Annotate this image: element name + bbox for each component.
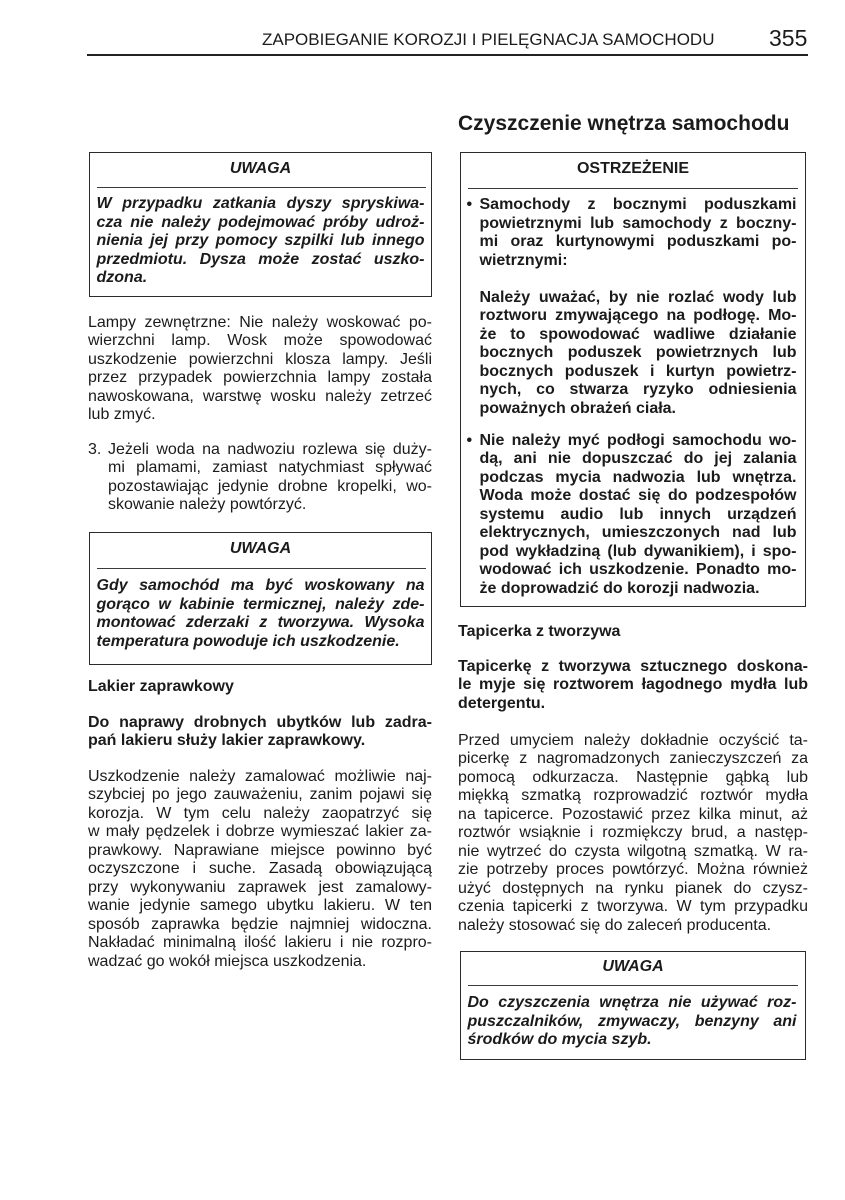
text-line: Przed umyciem należy dokładnie oczyścić ta- [458, 731, 808, 749]
text-line: W przypadku zatkania dyszy spryskiwa- [96, 195, 425, 213]
text-line: powietrznymi lub samochody z boczny- [479, 214, 797, 232]
text-line: picerkę z nagromadzonych zanieczyszczeń za [458, 750, 808, 768]
text-line: wierzchni lamp. Wosk może spowodować [88, 332, 432, 350]
text-line: Uszkodzenie należy zamalować możliwie naj- [88, 767, 432, 785]
caution-divider [468, 985, 798, 986]
text-line: sposób zaprawka będzie najmniej widoczna. [88, 915, 432, 933]
text-line: elektrycznych, umieszczonych nad lub [479, 524, 797, 542]
text-line: Jeżeli woda na nadwoziu rozlewa się duży- [108, 440, 432, 458]
text-line: pod wykładziną (lub dywanikiem), i spo- [479, 542, 797, 560]
text-line: podczas mycia nadwozia lub wnętrza. [479, 468, 797, 486]
text-line: Należy uważać, by nie rozlać wody lub [479, 288, 797, 306]
text-line: wadzać go wokół miejsca uszkodzenia. [88, 952, 367, 970]
paragraph-upholstery-body [458, 732, 808, 936]
paragraph-exterior-lamps [88, 314, 432, 425]
bullet-icon: • [466, 196, 473, 214]
text-line: w mały pędzelek i dobrze wymieszać lakier za- [88, 823, 432, 841]
text-line: dą, ani nie dopuszczać do jej zalania [479, 450, 797, 468]
text-line: pomocą odkurzacza. Następnie gąbką lub [458, 768, 808, 786]
paragraph-upholstery-intro [458, 658, 808, 714]
text-line: zie potrzeby proces powtórzyć. Można również [458, 861, 808, 879]
caution-divider [97, 568, 426, 569]
caution-box-bumpers [89, 532, 432, 665]
text-line: mi plamami, zamiast natychmiast spływać [108, 459, 432, 477]
step-number: 3. [88, 440, 102, 458]
paragraph-touch-up-body [88, 768, 432, 972]
caution-text [97, 195, 425, 288]
text-line: pań lakieru służy lakier zaprawkowy. [88, 732, 366, 750]
text-line: gorąco w kabinie termicznej, należy zde- [96, 595, 425, 613]
text-line: le myje się roztworem łagodnego mydła lub [458, 676, 808, 694]
text-line: użyć dostępnych na rynku pianek do czysz- [458, 879, 808, 897]
text-line: przez przypadek powierzchnia lampy została [88, 369, 432, 387]
caution-text [97, 577, 425, 651]
caution-title: UWAGA [602, 958, 664, 976]
caution-divider [97, 187, 426, 188]
warning-box [460, 152, 806, 607]
text-line: szybciej po jego zauważeniu, zanim pojawi się [88, 786, 432, 804]
paragraph-touch-up-intro [88, 714, 432, 751]
text-line: skowanie należy powtórzyć. [108, 496, 307, 514]
text-line: na tapicerce. Pozostawić przez kilka minut, aż [458, 805, 808, 823]
warning-title: OSTRZEŻENIE [576, 160, 689, 178]
section-heading-touch-up-paint: Lakier zaprawkowy [88, 677, 234, 695]
text-line: nawoskowana, warstwę wosku należy zetrzeć [88, 387, 432, 405]
text-line: poważnych obrażeń ciała. [479, 399, 676, 417]
text-line: systemu audio lub innych urządzeń [479, 505, 797, 523]
text-line: wietrznymi: [479, 251, 568, 269]
text-line: Do czyszczenia wnętrza nie używać roz- [467, 994, 797, 1012]
text-line: mi oraz kurtynowymi poduszkami po- [479, 233, 797, 251]
text-line: przedmiotu. Dysza może zostać uszko- [96, 250, 425, 268]
text-line: bocznych poduszek i kurtyn powietrz- [479, 362, 797, 380]
numbered-step-3 [88, 441, 432, 515]
text-line: oczyszczone i suche. Zasadą obowiązującą [88, 860, 432, 878]
page-number: 355 [769, 25, 808, 51]
text-line: puszczalników, zmywaczy, benzyny ani [467, 1012, 797, 1030]
text-line: środków do mycia szyb. [467, 1031, 652, 1049]
text-line: Gdy samochód ma być woskowany na [96, 577, 425, 595]
text-line: pozostawiając jedynie drobne kropelki, wo- [108, 477, 432, 495]
text-line: że doprowadzić do korozji nadwozia. [479, 579, 760, 597]
header-rule [87, 54, 808, 56]
warning-bullet-airbags [467, 196, 797, 418]
section-heading-interior-cleaning: Czyszczenie wnętrza samochodu [458, 112, 790, 135]
text-line: Samochody z bocznymi poduszkami [479, 196, 797, 214]
warning-divider [468, 188, 798, 189]
bullet-paragraph [480, 196, 797, 270]
text-line: cza nie należy podejmować próby udroż- [96, 213, 425, 231]
text-line: nych, co stwarza ryzyko odniesienia [479, 381, 797, 399]
section-heading-plastic-upholstery: Tapicerka z tworzywa [458, 622, 621, 640]
text-line: temperatura powoduje ich uszkodzenie. [96, 632, 400, 650]
running-header-title: ZAPOBIEGANIE KOROZJI I PIELĘGNACJA SAMOCHODU [262, 30, 715, 49]
text-line: korozja. W tym celu należy zaopatrzyć się [88, 804, 432, 822]
text-line: należy stosować się do zaleceń producenta. [458, 916, 772, 934]
text-line: Tapicerkę z tworzywa sztucznego doskona- [458, 657, 808, 675]
text-line: nienia jej przy pomocy szpilki lub innego [96, 232, 425, 250]
text-line: detergentu. [458, 694, 546, 712]
caution-title: UWAGA [229, 540, 292, 558]
text-line: lub zmyć. [88, 406, 156, 424]
text-line: prawkowy. Naprawiane miejsce powinno być [88, 841, 432, 859]
warning-text [467, 196, 797, 598]
text-line: roztworu zmywającego na podłogę. Mo- [479, 307, 797, 325]
caution-text [468, 994, 797, 1050]
text-line: miękką szmatką rozprowadzić roztwór mydła [458, 787, 808, 805]
text-line: przy wykonywaniu zaprawek jest zamalowy- [88, 878, 432, 896]
text-line: Do naprawy drobnych ubytków lub zadra- [88, 713, 432, 731]
text-line: wanie jedynie samego ubytku lakieru. W ten [88, 897, 432, 915]
caution-box-solvents [460, 951, 806, 1060]
caution-box-nozzle [89, 152, 432, 297]
text-line: dzona. [96, 269, 148, 287]
text-line: Woda może dostać się do podzespołów [479, 487, 797, 505]
caution-title: UWAGA [229, 160, 292, 178]
text-line: Nie należy myć podłogi samochodu wo- [479, 431, 797, 449]
text-line: uszkodzenie powierzchni klosza lampy. Jeśli [88, 350, 432, 368]
text-line: Lampy zewnętrzne: Nie należy woskować po- [88, 313, 432, 331]
text-line: roztwór wsiąknie i rozmiękczy brud, a następ- [458, 824, 808, 842]
text-line: czenia tapicerki z tworzywa. W tym przypadku [458, 898, 808, 916]
text-line: bocznych poduszek powietrznych lub [479, 344, 797, 362]
text-line: Nakładać minimalną ilość lakieru i nie rozpro- [88, 934, 432, 952]
bullet-icon: • [466, 431, 473, 449]
text-line: nie wytrzeć do czysta wilgotną szmatką. W ra- [458, 842, 808, 860]
warning-bullet-floor-washing [467, 432, 797, 599]
text-line: że to spowodować wadliwe działanie [479, 325, 797, 343]
text-line: wodować ich uszkodzenie. Ponadto mo- [479, 561, 797, 579]
step-text [108, 441, 432, 515]
bullet-paragraph [480, 289, 797, 419]
text-line: montować zderzaki z tworzywa. Wysoka [96, 614, 425, 632]
bullet-paragraph [480, 432, 797, 599]
